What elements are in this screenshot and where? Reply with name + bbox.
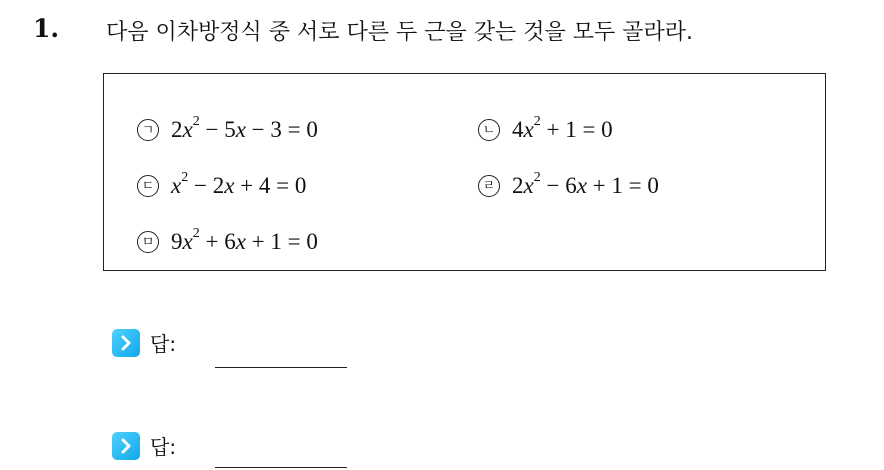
- choice-item: [137, 114, 318, 143]
- choice-marker: ㄷ: [137, 175, 159, 197]
- answer-blank[interactable]: [215, 367, 347, 368]
- choice-item: [478, 170, 659, 199]
- choice-marker: ㄴ: [478, 119, 500, 141]
- answer-row: [112, 328, 176, 357]
- choice-equation: $x^2 - 2x + 4 = 0$: [171, 170, 307, 198]
- choice-item: [478, 114, 613, 143]
- choice-equation: $4x^2 + 1 = 0$: [512, 114, 613, 142]
- choice-item: [137, 170, 307, 199]
- chevron-right-icon-graphic: [118, 438, 134, 454]
- answer-blank[interactable]: [215, 467, 347, 468]
- choice-item: [137, 226, 318, 255]
- choice-marker: ㄱ: [137, 119, 159, 141]
- choice-equation: $2x^2 - 6x + 1 = 0$: [512, 170, 659, 198]
- choice-marker: ㅁ: [137, 231, 159, 253]
- answer-row: [112, 431, 176, 460]
- question-text: 다음 이차방정식 중 서로 다른 두 근을 갖는 것을 모두 골라라.: [106, 20, 693, 45]
- choices-box: [103, 73, 826, 271]
- chevron-right-icon: [112, 329, 140, 357]
- chevron-right-icon-graphic: [118, 335, 134, 351]
- choice-marker: ㄹ: [478, 175, 500, 197]
- question-number: 1.: [33, 14, 60, 43]
- answer-label: 답:: [150, 435, 177, 459]
- chevron-right-icon: [112, 432, 140, 460]
- choice-equation: $9x^2 + 6x + 1 = 0$: [171, 226, 318, 254]
- answer-label: 답:: [150, 332, 177, 356]
- choice-equation: $2x^2 - 5x - 3 = 0$: [171, 114, 318, 142]
